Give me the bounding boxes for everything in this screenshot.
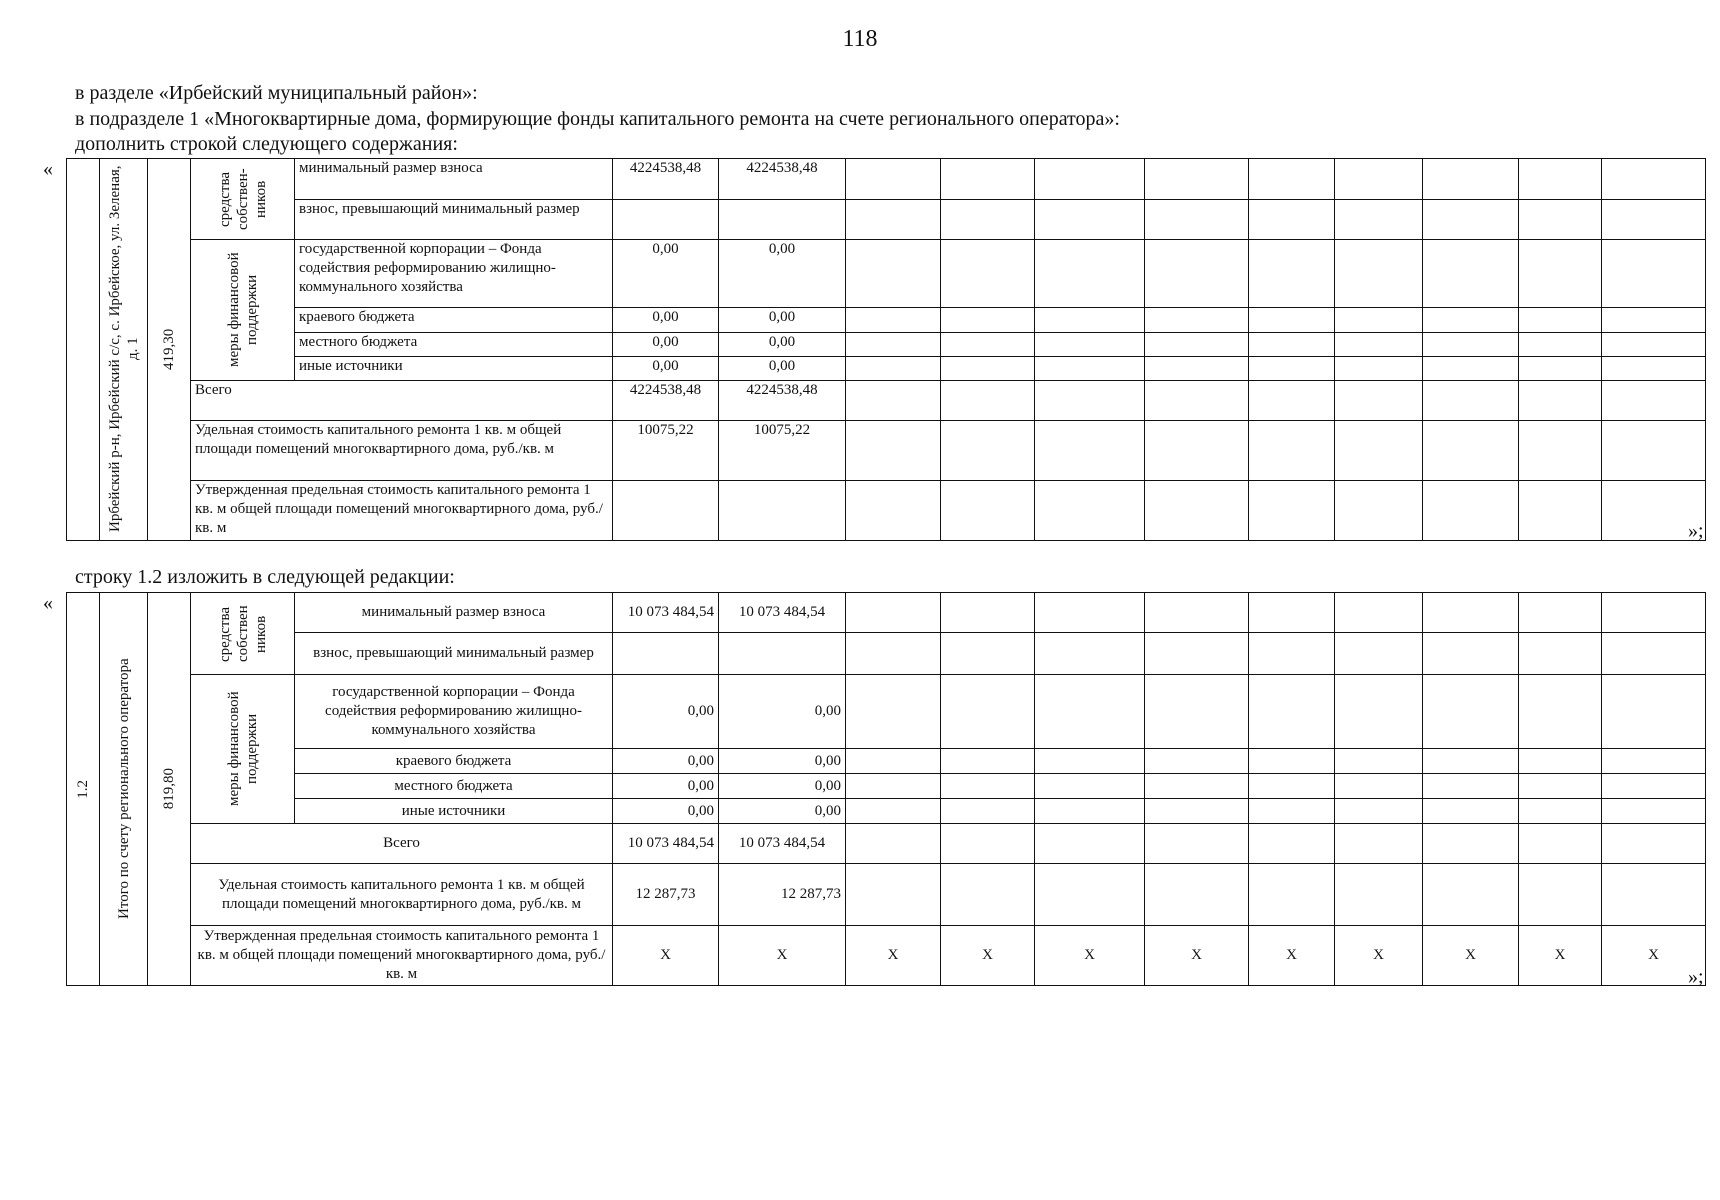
limit-mark: X <box>846 926 941 986</box>
page-number: 118 <box>842 26 878 52</box>
value-cell: 0,00 <box>719 675 846 749</box>
value-cell: 0,00 <box>719 799 846 824</box>
total-value: 10 073 484,54 <box>719 824 846 864</box>
quote-close-1: »; <box>1688 520 1704 542</box>
intro-line-subsection: в подразделе 1 «Многоквартирные дома, формирующие фонды капитального ремонта на счете регионального оператора»: <box>75 108 1120 130</box>
owners-funds-group <box>191 159 295 240</box>
address-text: Ирбейский р-н, Ирбейский с/с, с. Ирбейское, ул. Зеленая, д. 1 <box>106 165 141 533</box>
unit-cost-value: 10075,22 <box>719 421 846 481</box>
value-cell: 0,00 <box>613 774 719 799</box>
row-label: государственной корпорации – Фонда содействия реформированию жилищно-коммунального хозяйства <box>295 675 613 749</box>
area-text: 419,30 <box>161 328 177 370</box>
value-cell: 0,00 <box>613 332 719 356</box>
total-label: Всего <box>191 824 613 864</box>
row-label: краевого бюджета <box>295 308 613 332</box>
row-label: местного бюджета <box>295 332 613 356</box>
section2-heading: строку 1.2 изложить в следующей редакции: <box>75 566 455 588</box>
quote-open-1: « <box>43 158 53 180</box>
value-cell: 0,00 <box>719 749 846 774</box>
value-cell: 0,00 <box>613 308 719 332</box>
row-label: минимальный размер взноса <box>295 159 613 200</box>
limit-mark: X <box>1249 926 1335 986</box>
limit-mark: X <box>941 926 1035 986</box>
row-label: краевого бюджета <box>295 749 613 774</box>
total-value: 4224538,48 <box>613 381 719 421</box>
area-cell <box>148 159 191 541</box>
row-label: взнос, превышающий минимальный размер <box>295 633 613 675</box>
value-cell: 0,00 <box>613 749 719 774</box>
limit-mark: X <box>719 926 846 986</box>
unit-cost-label: Удельная стоимость капитального ремонта 1 кв. м общей площади помещений многоквартирного дома, руб./кв. м <box>191 421 613 481</box>
value-cell: 0,00 <box>613 675 719 749</box>
limit-mark: X <box>1145 926 1249 986</box>
row-number: 1.2 <box>75 779 91 799</box>
value-cell: 4224538,48 <box>719 159 846 200</box>
row-label: минимальный размер взноса <box>295 593 613 633</box>
limit-cost-label: Утвержденная предельная стоимость капитального ремонта 1 кв. м общей площади помещений многоквартирного дома, руб./кв. м <box>191 926 613 986</box>
value-cell: 0,00 <box>719 308 846 332</box>
value-cell <box>719 200 846 240</box>
value-cell: 0,00 <box>613 799 719 824</box>
total-label: Всего <box>191 381 613 421</box>
value-cell: 10 073 484,54 <box>613 593 719 633</box>
area-cell <box>148 593 191 986</box>
row-label: местного бюджета <box>295 774 613 799</box>
quote-open-2: « <box>43 592 53 614</box>
value-cell: 0,00 <box>613 240 719 308</box>
value-cell <box>613 200 719 240</box>
added-row-table <box>66 158 1706 541</box>
total-value: 10 073 484,54 <box>613 824 719 864</box>
limit-mark: X <box>1423 926 1519 986</box>
total-account-cell <box>100 593 148 986</box>
value-cell: 4224538,48 <box>613 159 719 200</box>
value-cell: 10 073 484,54 <box>719 593 846 633</box>
financial-support-group <box>191 675 295 824</box>
intro-line-add-row: дополнить строкой следующего содержания: <box>75 133 458 155</box>
total-account-label: Итого по счету регионального оператора <box>115 658 132 920</box>
row-1-2-table <box>66 592 1706 986</box>
total-value: 4224538,48 <box>719 381 846 421</box>
unit-cost-value: 10075,22 <box>613 421 719 481</box>
limit-mark: X <box>1519 926 1602 986</box>
address-cell <box>100 159 148 541</box>
financial-support-label: меры финансовой поддержки <box>225 252 260 368</box>
row-number-cell-empty <box>67 159 100 541</box>
owners-funds-label: средства собствен-ников <box>216 168 269 230</box>
limit-mark: X <box>1335 926 1423 986</box>
area-text: 819,80 <box>161 768 177 810</box>
value-cell: 0,00 <box>613 356 719 380</box>
intro-line-section: в разделе «Ирбейский муниципальный район»: <box>75 82 478 104</box>
limit-mark: X <box>1035 926 1145 986</box>
value-cell: 0,00 <box>719 774 846 799</box>
value-cell <box>719 633 846 675</box>
financial-support-group <box>191 240 295 381</box>
row-label: государственной корпорации – Фонда содействия реформированию жилищно-коммунального хозяйства <box>295 240 613 308</box>
value-cell: 0,00 <box>719 356 846 380</box>
value-cell <box>613 633 719 675</box>
limit-mark: X <box>613 926 719 986</box>
owners-funds-label: средства собствен ников <box>216 605 269 662</box>
row-label: иные источники <box>295 356 613 380</box>
row-label: иные источники <box>295 799 613 824</box>
unit-cost-value: 12 287,73 <box>719 864 846 926</box>
limit-mark: X <box>1602 926 1706 986</box>
limit-cost-label: Утвержденная предельная стоимость капитального ремонта 1 кв. м общей площади помещений многоквартирного дома, руб./кв. м <box>191 481 613 541</box>
unit-cost-label: Удельная стоимость капитального ремонта 1 кв. м общей площади помещений многоквартирного дома, руб./кв. м <box>191 864 613 926</box>
financial-support-label: меры финансовой поддержки <box>225 691 260 807</box>
owners-funds-group <box>191 593 295 675</box>
value-cell: 0,00 <box>719 332 846 356</box>
row-number-cell <box>67 593 100 986</box>
value-cell: 0,00 <box>719 240 846 308</box>
row-label: взнос, превышающий минимальный размер <box>295 200 613 240</box>
unit-cost-value: 12 287,73 <box>613 864 719 926</box>
quote-close-2: »; <box>1688 966 1704 988</box>
